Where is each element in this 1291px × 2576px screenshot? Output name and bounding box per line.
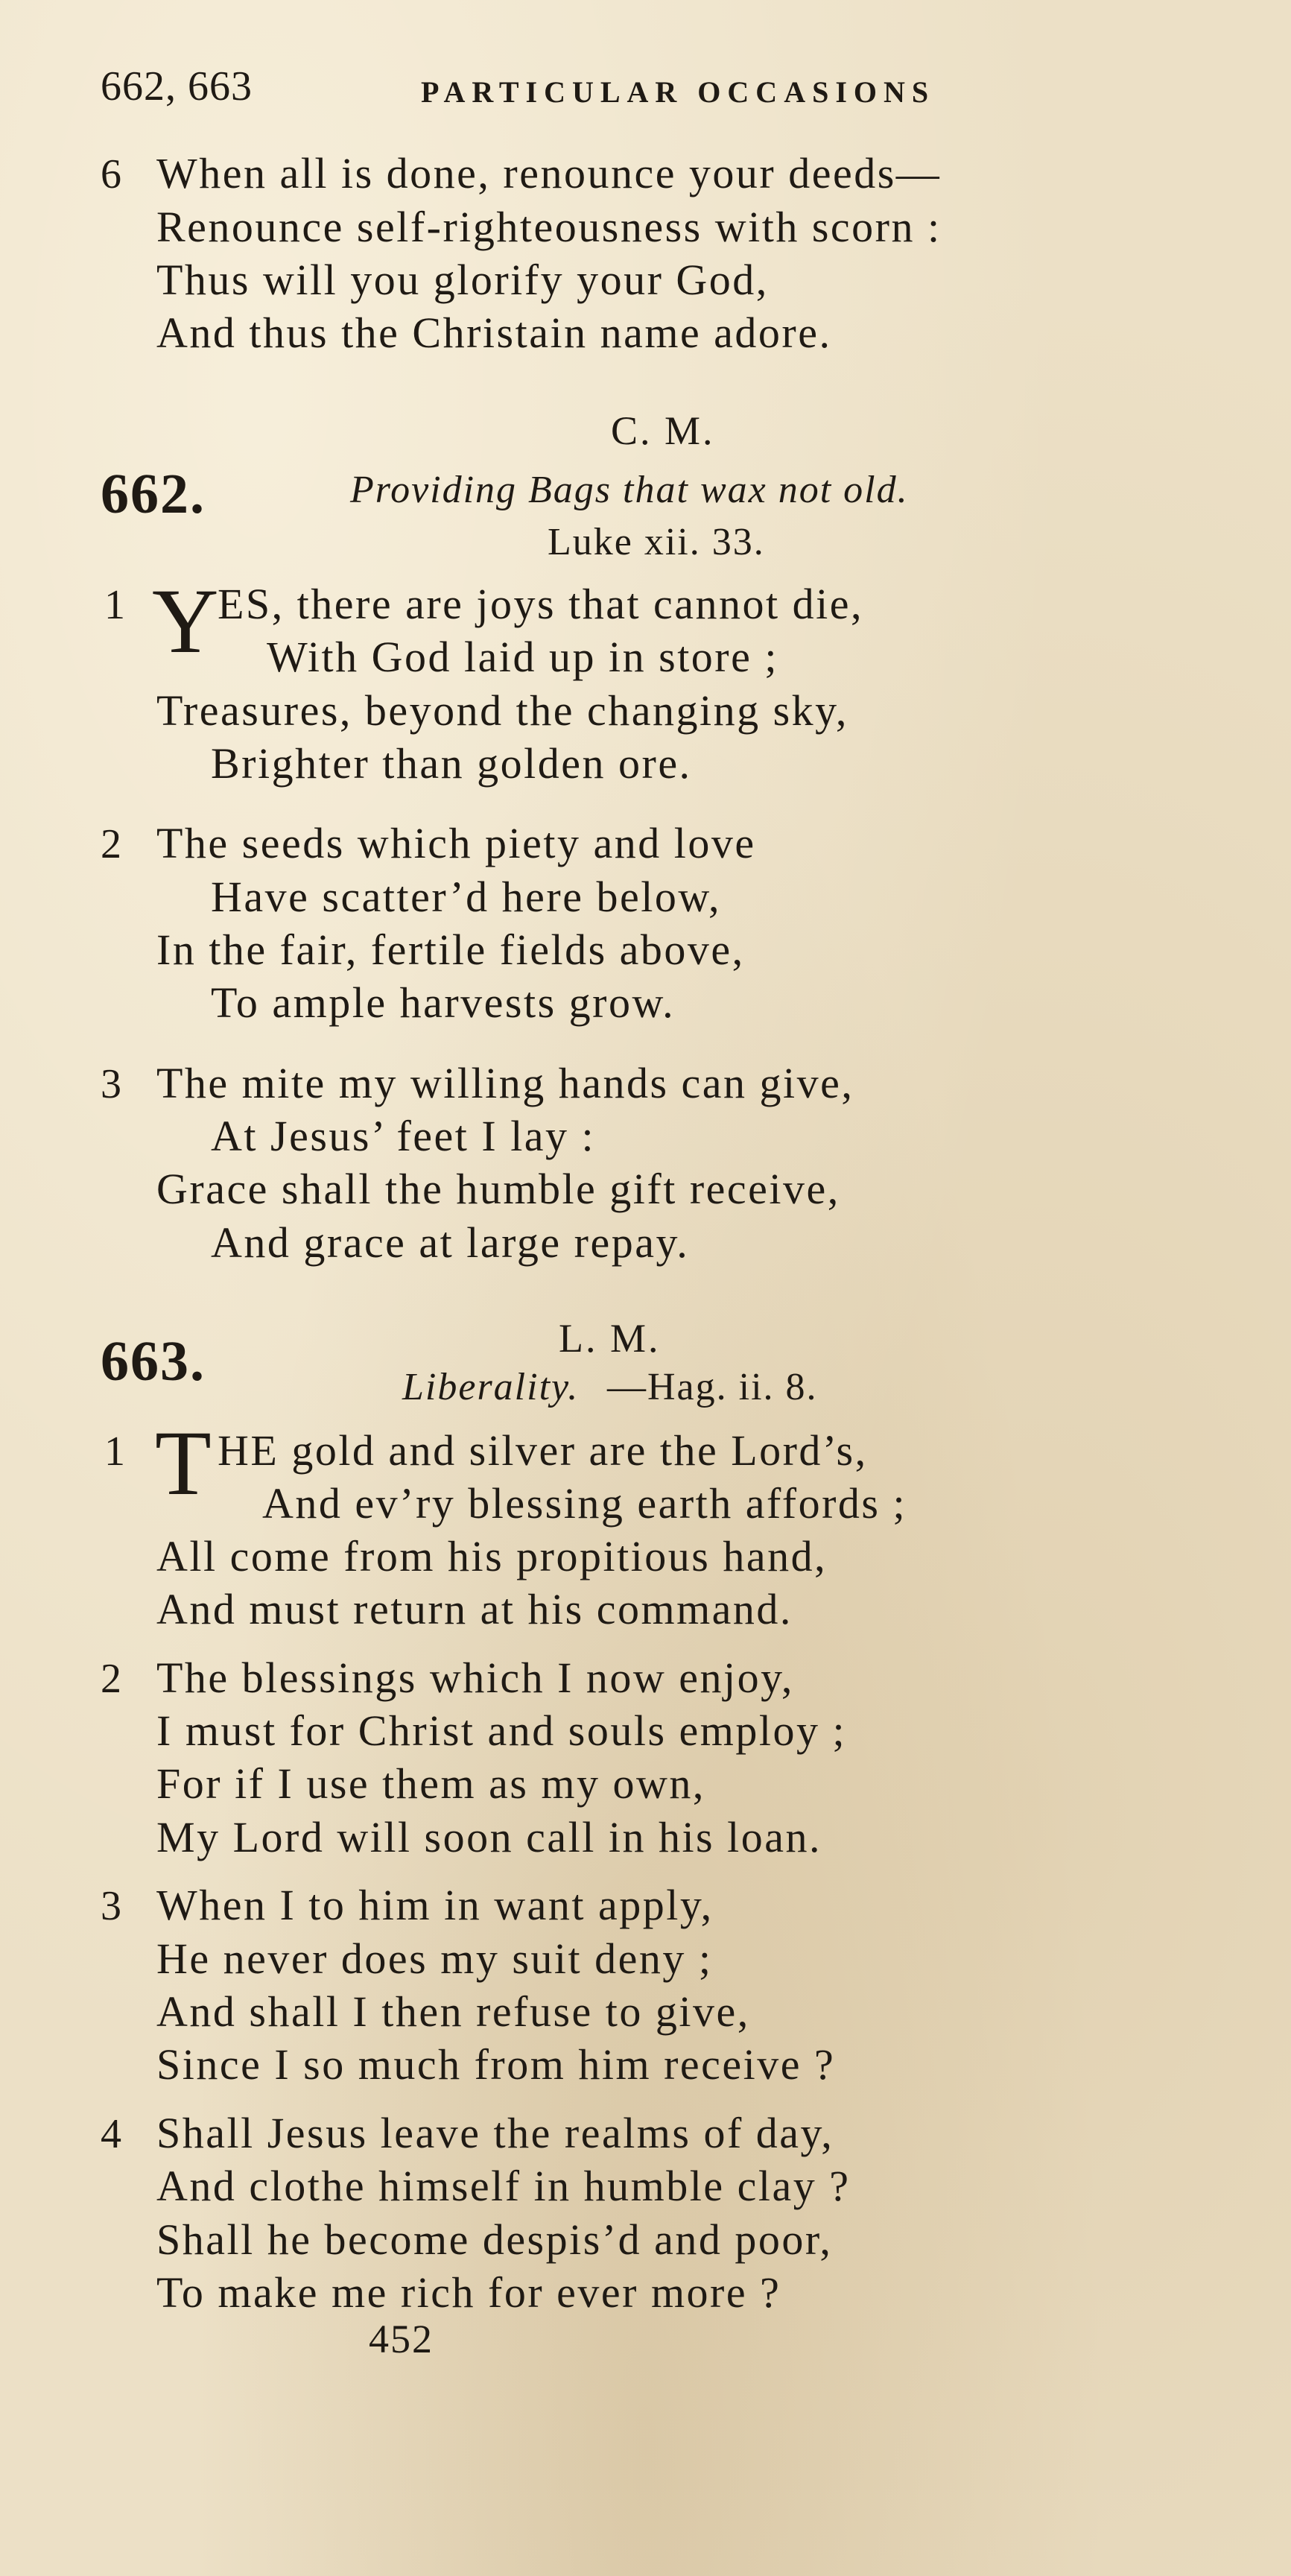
verse-line: Brighter than golden ore. xyxy=(211,739,692,788)
verse-line: Thus will you glorify your God, xyxy=(156,256,769,304)
verse-line: Grace shall the humble gift receive, xyxy=(156,1165,840,1213)
verse-number: 6 xyxy=(101,151,121,197)
verse-line: When all is done, renounce your deeds— xyxy=(156,149,942,197)
verse-number: 1 xyxy=(104,582,125,628)
verse-line: HE gold and silver are the Lord’s, xyxy=(218,1426,868,1475)
verse-number: 3 xyxy=(101,1061,121,1107)
verse-number: 4 xyxy=(101,2111,121,2157)
verse-line: ES, there are joys that cannot die, xyxy=(218,580,864,628)
verse-line: Treasures, beyond the changing sky, xyxy=(156,686,848,735)
verse-line: When I to him in want apply, xyxy=(156,1881,714,1929)
verse-line: Shall he become despis’d and poor, xyxy=(156,2215,833,2264)
verse-line: All come from his propitious hand, xyxy=(156,1532,828,1580)
verse-number: 2 xyxy=(101,1656,121,1702)
hymn-meter: L. M. xyxy=(559,1316,661,1361)
verse-line: In the fair, fertile fields above, xyxy=(156,925,745,974)
verse-line: My Lord will soon call in his loan. xyxy=(156,1813,822,1861)
verse-line: To ample harvests grow. xyxy=(211,978,676,1027)
hymn-subtitle: Providing Bags that wax not old. xyxy=(350,469,909,511)
verse-number: 2 xyxy=(101,821,121,867)
verse-line: And must return at his command. xyxy=(156,1585,793,1633)
drop-cap: T xyxy=(155,1412,212,1514)
verse-line: And ev’ry blessing earth affords ; xyxy=(262,1479,907,1528)
verse-line: For if I use them as my own, xyxy=(156,1759,705,1808)
scripture-reference: —Hag. ii. 8. xyxy=(607,1366,818,1408)
page-number: 452 xyxy=(369,2317,434,2361)
hymn-subtitle: Liberality. xyxy=(402,1366,580,1408)
verse-line: The seeds which piety and love xyxy=(156,819,756,867)
scripture-reference: Luke xii. 33. xyxy=(548,521,765,563)
verse-line: Have scatter’d here below, xyxy=(211,873,721,921)
verse-line: At Jesus’ feet I lay : xyxy=(211,1112,596,1160)
verse-line: Renounce self-righteousness with scorn : xyxy=(156,203,942,251)
verse-line: To make me rich for ever more ? xyxy=(156,2268,781,2317)
header-title: PARTICULAR OCCASIONS xyxy=(421,75,936,109)
verse-line: And grace at large repay. xyxy=(211,1218,690,1267)
verse-line: He never does my suit deny ; xyxy=(156,1934,713,1983)
verse-line: And thus the Christain name adore. xyxy=(156,308,832,357)
verse-number: 3 xyxy=(101,1883,121,1929)
drop-cap: Y xyxy=(152,570,219,672)
verse-line: The blessings which I now enjoy, xyxy=(156,1653,794,1702)
verse-line: Since I so much from him receive ? xyxy=(156,2040,836,2089)
hymn-meter: C. M. xyxy=(611,408,715,453)
verse-line: I must for Christ and souls employ ; xyxy=(156,1706,847,1755)
header-page-numbers: 662, 663 xyxy=(101,63,253,110)
verse-number: 1 xyxy=(104,1428,125,1475)
verse-line: And shall I then refuse to give, xyxy=(156,1987,750,2036)
hymn-number: 662. xyxy=(101,463,206,525)
verse-line: The mite my willing hands can give, xyxy=(156,1059,854,1107)
verse-line: Shall Jesus leave the realms of day, xyxy=(156,2109,834,2157)
verse-line: With God laid up in store ; xyxy=(267,633,778,681)
verse-line: And clothe himself in humble clay ? xyxy=(156,2162,851,2210)
hymn-number: 663. xyxy=(101,1330,206,1393)
